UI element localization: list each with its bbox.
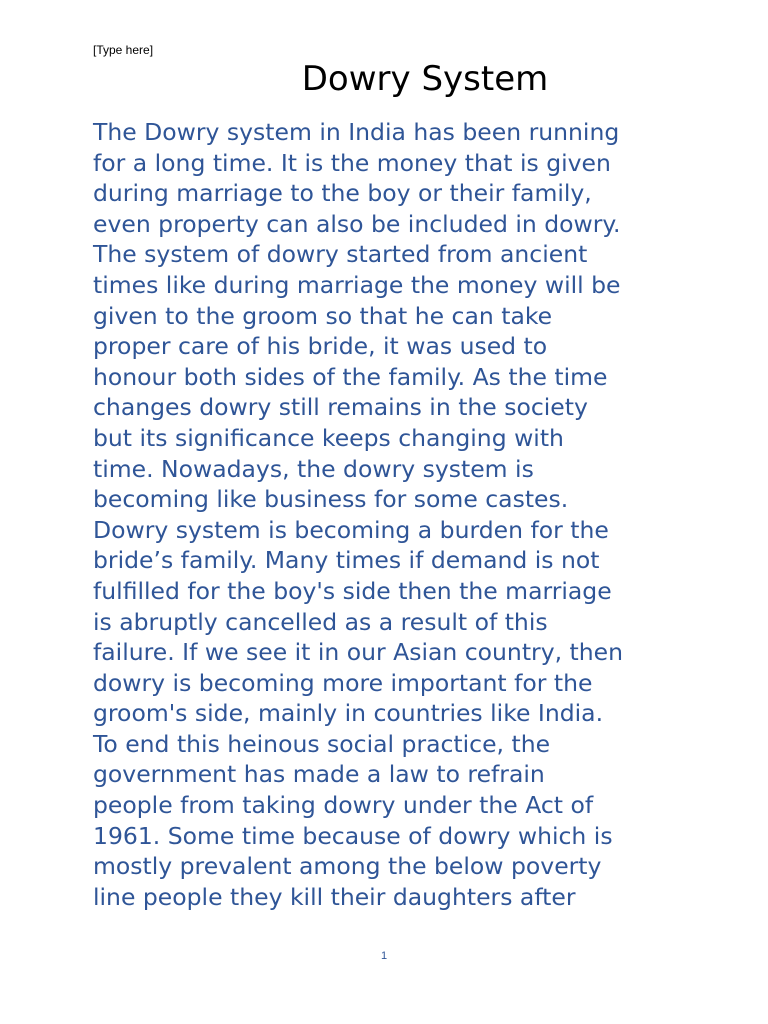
body-line: is abruptly cancelled as a result of this <box>93 607 548 636</box>
body-line: line people they kill their daughters after <box>93 882 576 911</box>
body-line: people from taking dowry under the Act of <box>93 791 594 820</box>
body-line: Dowry system is becoming a burden for the <box>93 515 609 544</box>
page-number: 1 <box>380 950 388 962</box>
body-line: during marriage to the boy or their family, <box>93 179 592 208</box>
body-line: fulfilled for the boy's side then the marriage <box>93 576 612 605</box>
body-line: for a long time. It is the money that is given <box>93 148 611 177</box>
body-line: changes dowry still remains in the society <box>93 393 588 422</box>
body-line: 1961. Some time because of dowry which is <box>93 821 613 850</box>
body-line: becoming like business for some castes. <box>93 485 569 514</box>
body-line: The Dowry system in India has been running <box>93 118 620 146</box>
body-line: mostly prevalent among the below poverty <box>93 852 602 881</box>
document-title: Dowry System <box>301 59 549 99</box>
body-line: honour both sides of the family. As the time <box>93 362 608 391</box>
body-line: even property can also be included in dowry. <box>93 209 621 238</box>
body-line: government has made a law to refrain <box>93 760 545 789</box>
document-body-paragraph <box>93 117 693 912</box>
body-line: groom's side, mainly in countries like India. <box>93 699 604 728</box>
body-line: dowry is becoming more important for the <box>93 668 593 697</box>
body-line: but its significance keeps changing with <box>93 423 564 452</box>
body-line: proper care of his bride, it was used to <box>93 332 548 361</box>
body-line: failure. If we see it in our Asian country, then <box>93 638 624 667</box>
body-line: bride’s family. Many times if demand is not <box>93 546 600 575</box>
page-header-placeholder: [Type here] <box>93 43 154 57</box>
body-line: times like during marriage the money will be <box>93 270 621 299</box>
body-line: To end this heinous social practice, the <box>93 729 551 758</box>
body-line: time. Nowadays, the dowry system is <box>93 454 534 483</box>
body-line: given to the groom so that he can take <box>93 301 553 330</box>
body-line: The system of dowry started from ancient <box>93 240 588 269</box>
